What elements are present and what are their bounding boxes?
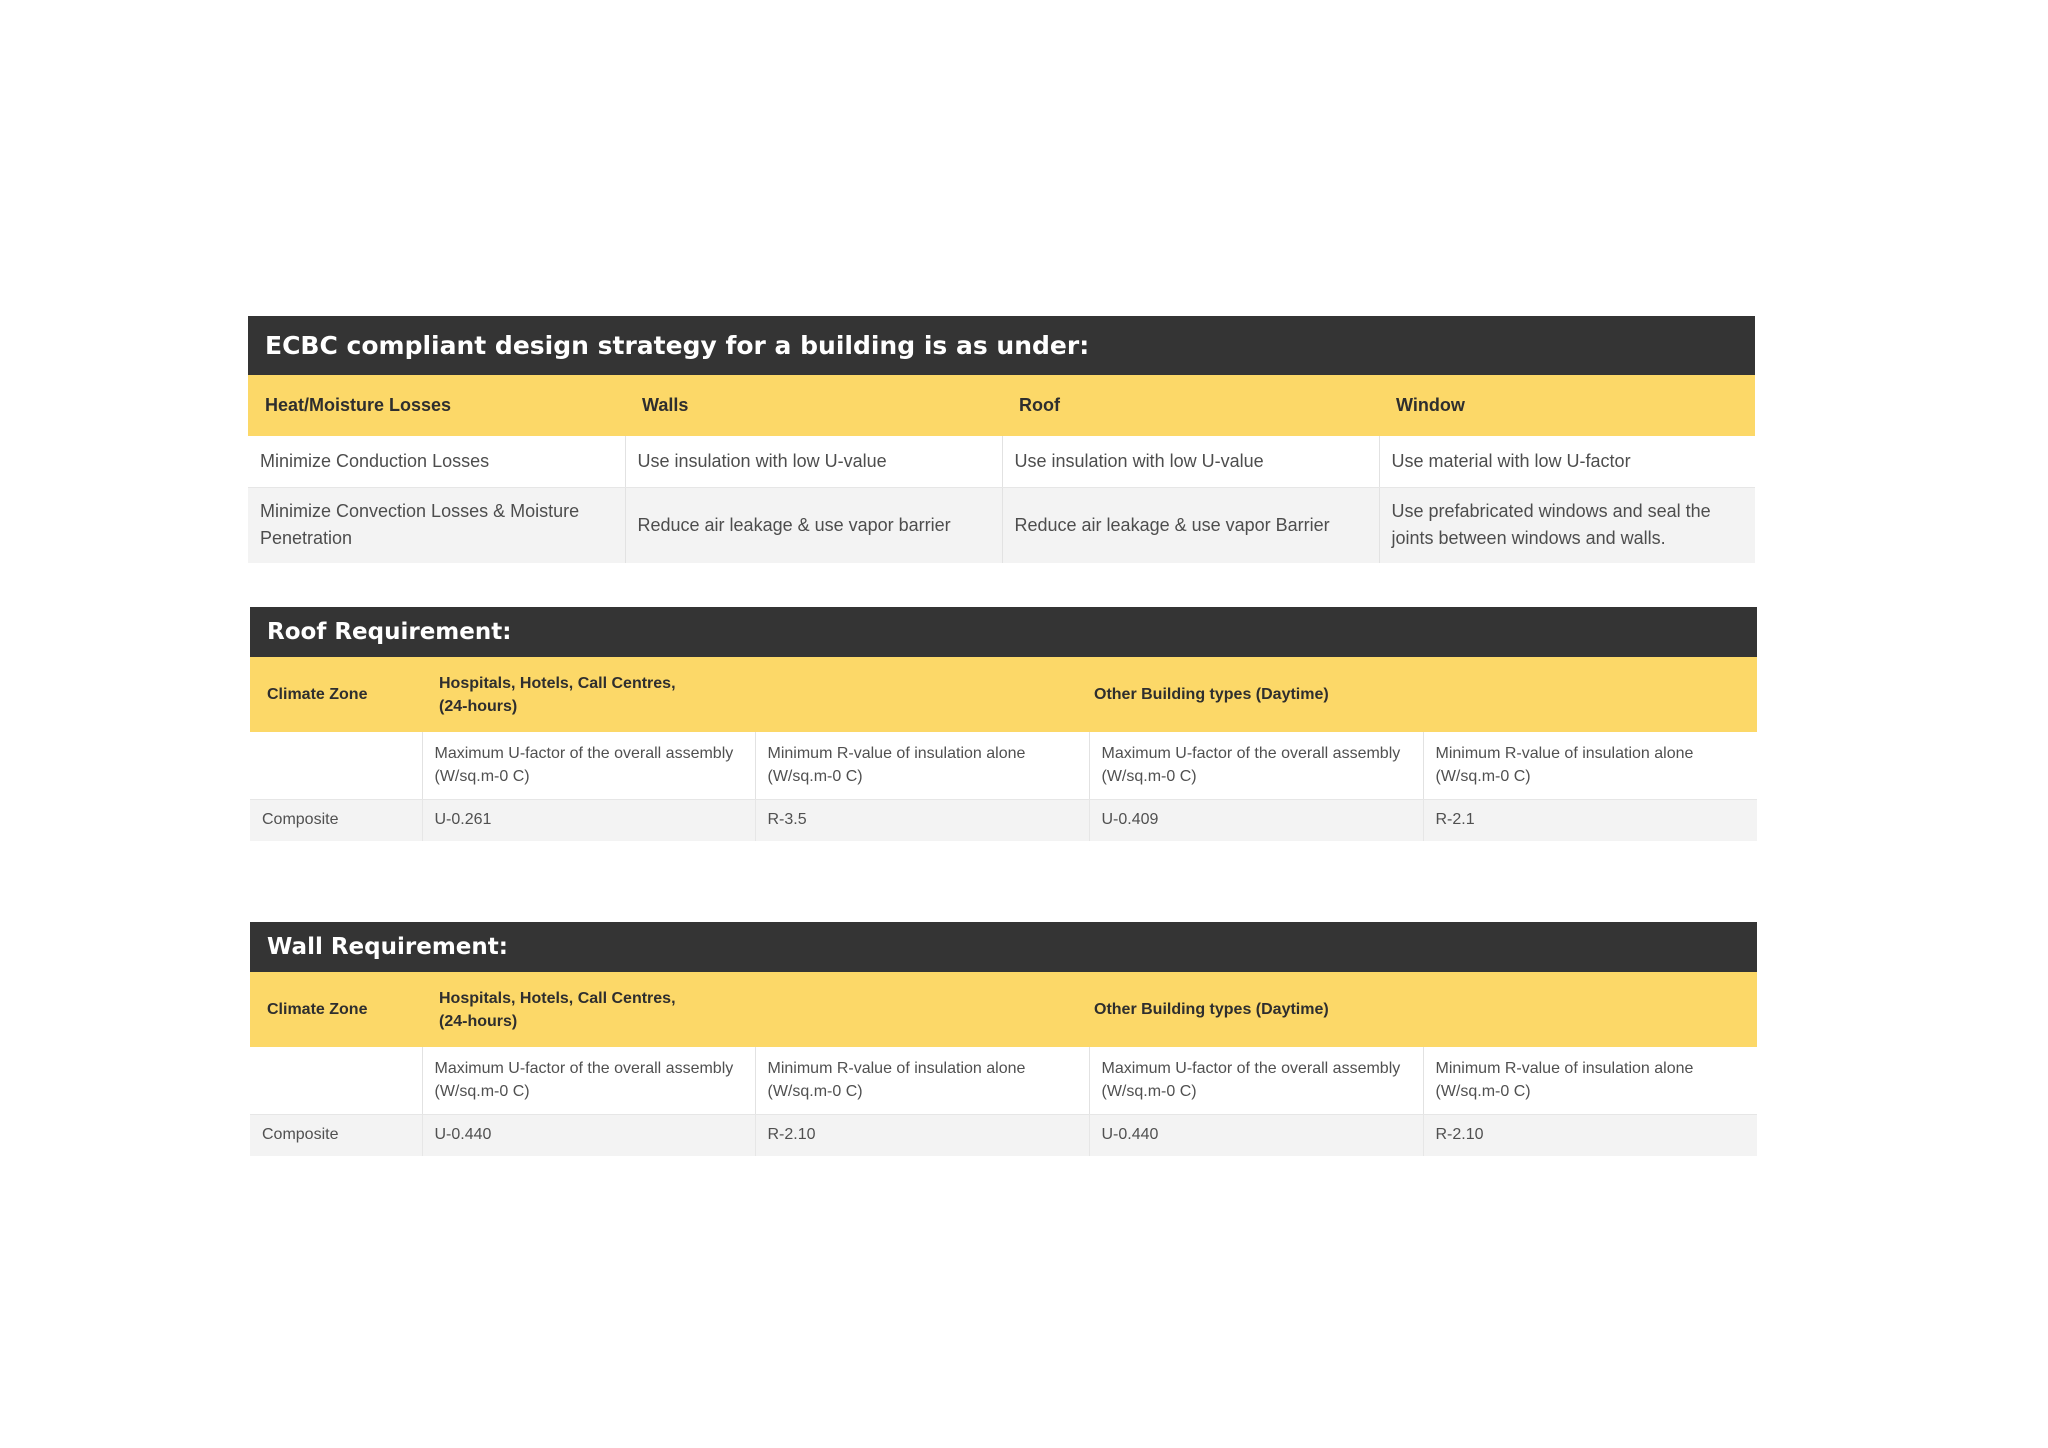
table-cell: Minimum R-value of insulation alone (W/sq.m-0 C)	[755, 1047, 1089, 1114]
table-cell: Reduce air leakage & use vapor barrier	[625, 487, 1002, 563]
table-cell: Use insulation with low U-value	[1002, 436, 1379, 487]
table-cell: U-0.261	[422, 799, 755, 841]
roof-requirement-title: Roof Requirement:	[250, 607, 1757, 657]
wall-requirement-panel	[250, 922, 1757, 1156]
header-window: Window	[1379, 375, 1755, 436]
table-cell: R-2.10	[755, 1114, 1089, 1156]
table-cell: U-0.440	[1089, 1114, 1423, 1156]
table-cell: R-3.5	[755, 799, 1089, 841]
design-strategy-title: ECBC compliant design strategy for a building is as under:	[248, 316, 1755, 375]
table-cell: Use insulation with low U-value	[625, 436, 1002, 487]
table-subheader-row	[250, 1047, 1757, 1114]
header-daytime-buildings: Other Building types (Daytime)	[755, 972, 1757, 1047]
table-row	[248, 436, 1755, 487]
roof-requirement-panel	[250, 607, 1757, 841]
table-row	[250, 799, 1757, 841]
design-strategy-table	[248, 375, 1755, 563]
table-cell: U-0.409	[1089, 799, 1423, 841]
header-heat-moisture-losses: Heat/Moisture Losses	[248, 375, 625, 436]
roof-requirement-table	[250, 657, 1757, 841]
table-cell: Maximum U-factor of the overall assembly (W/sq.m-0 C)	[1089, 732, 1423, 799]
table-cell: R-2.1	[1423, 799, 1757, 841]
header-24-hour-buildings: Hospitals, Hotels, Call Centres, (24-hours)	[422, 972, 755, 1047]
header-climate-zone: Climate Zone	[250, 657, 422, 732]
header-roof: Roof	[1002, 375, 1379, 436]
table-cell: Minimum R-value of insulation alone (W/sq.m-0 C)	[1423, 732, 1757, 799]
header-daytime-buildings: Other Building types (Daytime)	[755, 657, 1757, 732]
table-header-row	[248, 375, 1755, 436]
table-header-row	[250, 972, 1757, 1047]
wall-requirement-table	[250, 972, 1757, 1156]
wall-requirement-title: Wall Requirement:	[250, 922, 1757, 972]
table-cell: Reduce air leakage & use vapor Barrier	[1002, 487, 1379, 563]
table-cell: Use material with low U-factor	[1379, 436, 1755, 487]
table-row	[250, 1114, 1757, 1156]
climate-zone-cell: Composite	[250, 799, 422, 841]
table-header-row	[250, 657, 1757, 732]
table-cell: Maximum U-factor of the overall assembly (W/sq.m-0 C)	[422, 732, 755, 799]
table-cell: Use prefabricated windows and seal the joints between windows and walls.	[1379, 487, 1755, 563]
table-cell: Minimize Conduction Losses	[248, 436, 625, 487]
header-walls: Walls	[625, 375, 1002, 436]
table-cell: Minimize Convection Losses & Moisture Penetration	[248, 487, 625, 563]
table-cell: Maximum U-factor of the overall assembly (W/sq.m-0 C)	[1089, 1047, 1423, 1114]
table-cell	[250, 732, 422, 799]
table-cell: Minimum R-value of insulation alone (W/sq.m-0 C)	[1423, 1047, 1757, 1114]
header-24-hour-buildings: Hospitals, Hotels, Call Centres, (24-hours)	[422, 657, 755, 732]
design-strategy-panel	[248, 316, 1755, 563]
header-climate-zone: Climate Zone	[250, 972, 422, 1047]
table-cell: U-0.440	[422, 1114, 755, 1156]
table-cell: Minimum R-value of insulation alone (W/sq.m-0 C)	[755, 732, 1089, 799]
table-cell	[250, 1047, 422, 1114]
table-cell: Maximum U-factor of the overall assembly (W/sq.m-0 C)	[422, 1047, 755, 1114]
table-subheader-row	[250, 732, 1757, 799]
climate-zone-cell: Composite	[250, 1114, 422, 1156]
table-row	[248, 487, 1755, 563]
table-cell: R-2.10	[1423, 1114, 1757, 1156]
